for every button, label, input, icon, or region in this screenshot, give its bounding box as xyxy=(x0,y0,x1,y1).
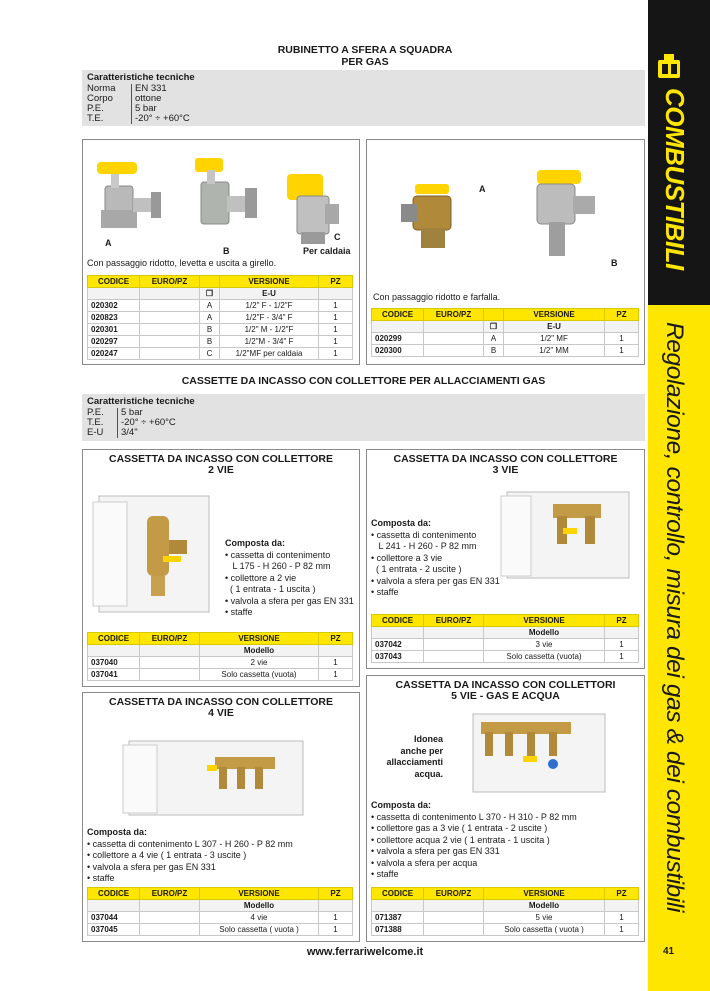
box2-composition xyxy=(225,538,354,619)
col-euro: EURO/PZ xyxy=(424,888,484,900)
table-row xyxy=(372,651,639,663)
cassetta-5-vie-panel xyxy=(366,675,645,942)
table-row xyxy=(372,912,639,924)
col-versione: VERSIONE xyxy=(484,888,605,900)
table-row xyxy=(88,312,353,324)
cell-pz: 1 xyxy=(605,639,639,651)
table-row xyxy=(88,924,353,936)
cell-type: A xyxy=(484,333,504,345)
cell-version: 1/2" MF xyxy=(504,333,605,345)
box5-note xyxy=(375,734,443,780)
sub-version: E-U xyxy=(220,288,319,300)
spec-value: 5 bar xyxy=(117,408,143,418)
cassetta-2-vie-panel xyxy=(82,449,360,687)
cell-type: B xyxy=(484,345,504,357)
section1-title xyxy=(200,44,530,68)
cell-pz: 1 xyxy=(319,924,353,936)
cassetta-2-vie-photo xyxy=(89,488,223,618)
cell-pz: 1 xyxy=(319,348,353,360)
cell-version: Solo cassetta (vuota) xyxy=(200,669,319,681)
composed-line: ( 1 entrata - 1 uscita ) xyxy=(225,584,316,594)
cell-code: 020302 xyxy=(88,300,140,312)
composed-line: • valvola a sfera per gas EN 331 xyxy=(371,575,500,586)
composed-line: • staffe xyxy=(225,607,253,617)
cell-version: 2 vie xyxy=(200,657,319,669)
table-row xyxy=(88,300,353,312)
cell-pz: 1 xyxy=(605,333,639,345)
col-euro: EURO/PZ xyxy=(140,276,200,288)
panel-a-caption: Con passaggio ridotto, levetta e uscita a girello. xyxy=(87,258,277,268)
table-sub-row xyxy=(372,627,639,639)
section2-specs xyxy=(82,394,645,441)
col-versione: VERSIONE xyxy=(504,309,605,321)
col-pz: PZ xyxy=(319,633,353,645)
composed-heading: Composta da: xyxy=(87,827,148,837)
panel-b-caption: Con passaggio ridotto e farfalla. xyxy=(373,292,501,302)
box5-table xyxy=(371,887,639,936)
col-versione: VERSIONE xyxy=(484,615,605,627)
table-header-row xyxy=(372,309,639,321)
table-row xyxy=(372,639,639,651)
cell-type: B xyxy=(200,336,220,348)
box-title-line1: CASSETTA DA INCASSO CON COLLETTORE xyxy=(108,453,333,465)
spec-value: 3/4" xyxy=(117,428,138,438)
col-codice: CODICE xyxy=(88,633,140,645)
composed-line: • staffe xyxy=(371,587,399,597)
cell-pz: 1 xyxy=(319,324,353,336)
table-row xyxy=(372,345,639,357)
spec-value: EN 331 xyxy=(131,84,167,94)
composed-line: • valvola a sfera per gas EN 331 xyxy=(371,846,500,856)
spec-key: Corpo xyxy=(87,93,113,104)
photo-label-b: B xyxy=(223,246,230,256)
cell-version: 1/2"F - 3/4" F xyxy=(220,312,319,324)
cell-code: 037041 xyxy=(88,669,140,681)
col-versione: VERSIONE xyxy=(200,888,319,900)
box3-composition xyxy=(371,518,500,599)
category-title: COMBUSTIBILI xyxy=(660,88,690,270)
spec-row xyxy=(87,428,640,438)
table-sub-row xyxy=(372,321,639,333)
cell-pz: 1 xyxy=(605,651,639,663)
table-row xyxy=(372,333,639,345)
cassetta-3-vie-photo xyxy=(497,486,637,582)
box-title-line1: CASSETTA DA INCASSO CON COLLETTORE xyxy=(108,696,333,708)
cell-pz: 1 xyxy=(319,300,353,312)
spec-row xyxy=(87,84,640,94)
cell-pz: 1 xyxy=(319,657,353,669)
spec-key: T.E. xyxy=(87,417,104,428)
note-line: anche per xyxy=(400,745,443,756)
photo-label-c: C xyxy=(334,232,341,242)
square-icon: ❐ xyxy=(200,288,220,300)
composed-line: ( 1 entrata - 2 uscite ) xyxy=(371,564,462,574)
composed-line: L 241 - H 260 - P 82 mm xyxy=(371,541,477,551)
cell-code: 020297 xyxy=(88,336,140,348)
box3-table xyxy=(371,614,639,663)
col-euro: EURO/PZ xyxy=(140,888,200,900)
composed-line: • collettore gas a 3 vie ( 1 entrata - 2 uscite ) xyxy=(371,823,548,833)
cell-code: 071387 xyxy=(372,912,424,924)
box-title-line2: 5 VIE - GAS E ACQUA xyxy=(451,690,560,702)
footer-url[interactable]: www.ferrariwelcome.it xyxy=(306,946,424,958)
cassetta-4-vie-photo xyxy=(119,735,309,819)
table-row xyxy=(88,324,353,336)
cell-version: 5 vie xyxy=(484,912,605,924)
table-sub-row xyxy=(372,900,639,912)
spec-row xyxy=(87,418,640,428)
box-title-line1: CASSETTA DA INCASSO CON COLLETTORI xyxy=(395,679,616,691)
box2-table xyxy=(87,632,353,681)
table-sub-row xyxy=(88,900,353,912)
cell-version: 3 vie xyxy=(484,639,605,651)
spec-row xyxy=(87,94,640,104)
section2-title: CASSETTE DA INCASSO CON COLLETTORE PER ALLACCIAMENTI GAS xyxy=(181,375,546,387)
composed-line: • collettore a 4 vie ( 1 entrata - 3 uscite ) xyxy=(87,850,247,860)
cell-version: 1/2"M - 3/4" F xyxy=(220,336,319,348)
table-header-row xyxy=(88,633,353,645)
composed-line: • cassetta di contenimento xyxy=(371,529,477,540)
col-type xyxy=(200,276,220,288)
table-header-row xyxy=(372,615,639,627)
cell-type: A xyxy=(200,300,220,312)
col-codice: CODICE xyxy=(88,276,140,288)
col-codice: CODICE xyxy=(88,888,140,900)
specs-heading: Caratteristiche tecniche xyxy=(87,72,195,83)
col-versione: VERSIONE xyxy=(220,276,319,288)
composed-line: • staffe xyxy=(371,869,399,879)
section1-title-line1: RUBINETTO A SFERA A SQUADRA xyxy=(277,44,453,56)
cell-pz: 1 xyxy=(605,345,639,357)
col-pz: PZ xyxy=(319,888,353,900)
cell-code: 020247 xyxy=(88,348,140,360)
col-pz: PZ xyxy=(319,276,353,288)
panel-b-table xyxy=(371,308,639,357)
box-title-line1: CASSETTA DA INCASSO CON COLLETTORE xyxy=(393,453,618,465)
cell-version: Solo cassetta ( vuota ) xyxy=(484,924,605,936)
table-row xyxy=(88,912,353,924)
sub-model: Modello xyxy=(484,900,605,912)
table-sub-row xyxy=(88,288,353,300)
composed-line: • valvola a sfera per gas EN 331 xyxy=(87,861,216,872)
box4-table xyxy=(87,887,353,936)
cell-pz: 1 xyxy=(319,669,353,681)
gas-valve-logo-icon xyxy=(654,50,684,84)
section1-title-line2: PER GAS xyxy=(341,56,389,68)
cassetta-3-vie-panel xyxy=(366,449,645,669)
col-type xyxy=(484,309,504,321)
cell-code: 037042 xyxy=(372,639,424,651)
cell-pz: 1 xyxy=(605,924,639,936)
cell-type: A xyxy=(200,312,220,324)
table-header-row xyxy=(88,888,353,900)
cell-code: 020300 xyxy=(372,345,424,357)
spec-key: T.E. xyxy=(87,113,104,124)
col-euro: EURO/PZ xyxy=(424,615,484,627)
specs-heading: Caratteristiche tecniche xyxy=(87,396,195,407)
cell-type: C xyxy=(200,348,220,360)
spec-key: Norma xyxy=(87,83,116,94)
col-codice: CODICE xyxy=(372,615,424,627)
table-header-row xyxy=(88,276,353,288)
spec-value: -20° ÷ +60°C xyxy=(117,418,176,428)
butterfly-valve-photos xyxy=(387,160,627,270)
photo-label-b: B xyxy=(611,258,618,268)
cell-type: B xyxy=(200,324,220,336)
spec-value: ottone xyxy=(131,94,161,104)
spec-key: E-U xyxy=(87,427,104,438)
cell-pz: 1 xyxy=(319,312,353,324)
cell-version: 1/2"MF per caldaia xyxy=(220,348,319,360)
valve-panel-a xyxy=(82,139,360,365)
composed-heading: Composta da: xyxy=(371,800,432,810)
page-number: 41 xyxy=(663,946,675,957)
spec-key: P.E. xyxy=(87,407,104,418)
col-pz: PZ xyxy=(605,888,639,900)
note-line: Idonea xyxy=(413,734,443,744)
cell-pz: 1 xyxy=(319,336,353,348)
composed-heading: Composta da: xyxy=(371,518,432,528)
cassetta-5-vie-photo xyxy=(463,708,611,796)
cell-code: 020823 xyxy=(88,312,140,324)
photo-label-a: A xyxy=(479,184,486,194)
spec-key: P.E. xyxy=(87,103,104,114)
composed-line: L 175 - H 260 - P 82 mm xyxy=(225,561,331,571)
cell-version: 1/2" F - 1/2"F xyxy=(220,300,319,312)
box4-composition xyxy=(87,827,293,885)
cell-version: 1/2" MM xyxy=(504,345,605,357)
table-row xyxy=(372,924,639,936)
cell-version: Solo cassetta (vuota) xyxy=(484,651,605,663)
composed-line: • cassetta di contenimento L 307 - H 260 - P 82 mm xyxy=(87,838,293,849)
photo-label-a: A xyxy=(105,238,112,248)
col-codice: CODICE xyxy=(372,309,424,321)
valve-panel-b xyxy=(366,139,645,365)
composed-line: • cassetta di contenimento L 370 - H 310 - P 82 mm xyxy=(371,811,577,822)
composed-line: • collettore a 2 vie xyxy=(225,572,297,583)
composed-line: • cassetta di contenimento xyxy=(225,549,331,560)
section1-specs xyxy=(82,70,645,126)
cassetta-4-vie-panel xyxy=(82,692,360,942)
table-row xyxy=(88,336,353,348)
spec-value: -20° ÷ +60°C xyxy=(131,114,190,124)
table-header-row xyxy=(372,888,639,900)
composed-line: • collettore a 3 vie xyxy=(371,552,443,563)
square-icon: ❐ xyxy=(484,321,504,333)
box-title-line2: 4 VIE xyxy=(208,707,234,719)
cell-pz: 1 xyxy=(605,912,639,924)
cell-version: 1/2" M - 1/2"F xyxy=(220,324,319,336)
composed-line: • valvola a sfera per acqua xyxy=(371,857,478,868)
composed-line: • collettore acqua 2 vie ( 1 entrata - 1 uscita ) xyxy=(371,834,550,845)
cell-code: 037040 xyxy=(88,657,140,669)
cell-code: 020299 xyxy=(372,333,424,345)
table-sub-row xyxy=(88,645,353,657)
col-pz: PZ xyxy=(605,615,639,627)
box-title-line2: 3 VIE xyxy=(492,464,519,476)
spec-value: 5 bar xyxy=(131,104,157,114)
cell-code: 037043 xyxy=(372,651,424,663)
col-pz: PZ xyxy=(605,309,639,321)
col-euro: EURO/PZ xyxy=(140,633,200,645)
category-subtitle: Regolazione, controllo, misura dei gas & dei combustibili xyxy=(661,322,688,913)
col-euro: EURO/PZ xyxy=(424,309,484,321)
table-row xyxy=(88,657,353,669)
table-row xyxy=(88,348,353,360)
spec-row xyxy=(87,114,640,124)
composed-line: • valvola a sfera per gas EN 331 xyxy=(225,595,354,606)
cell-code: 020301 xyxy=(88,324,140,336)
cell-version: Solo cassetta ( vuota ) xyxy=(200,924,319,936)
photo-label-c-note: Per caldaia xyxy=(303,246,351,256)
valve-product-photos xyxy=(91,148,353,253)
note-line: allacciamenti xyxy=(386,757,443,767)
sub-model: Modello xyxy=(200,900,319,912)
note-line: acqua. xyxy=(414,768,443,779)
composed-heading: Composta da: xyxy=(225,538,286,548)
composed-line: • staffe xyxy=(87,873,115,883)
box-title-line2: 2 VIE xyxy=(208,464,234,476)
cell-code: 037045 xyxy=(88,924,140,936)
box5-composition xyxy=(371,800,577,881)
table-row xyxy=(88,669,353,681)
sub-model: Modello xyxy=(484,627,605,639)
sub-model: Modello xyxy=(200,645,319,657)
cell-pz: 1 xyxy=(319,912,353,924)
col-codice: CODICE xyxy=(372,888,424,900)
cell-version: 4 vie xyxy=(200,912,319,924)
cell-code: 037044 xyxy=(88,912,140,924)
col-versione: VERSIONE xyxy=(200,633,319,645)
sub-version: E-U xyxy=(504,321,605,333)
panel-a-table xyxy=(87,275,353,360)
cell-code: 071388 xyxy=(372,924,424,936)
